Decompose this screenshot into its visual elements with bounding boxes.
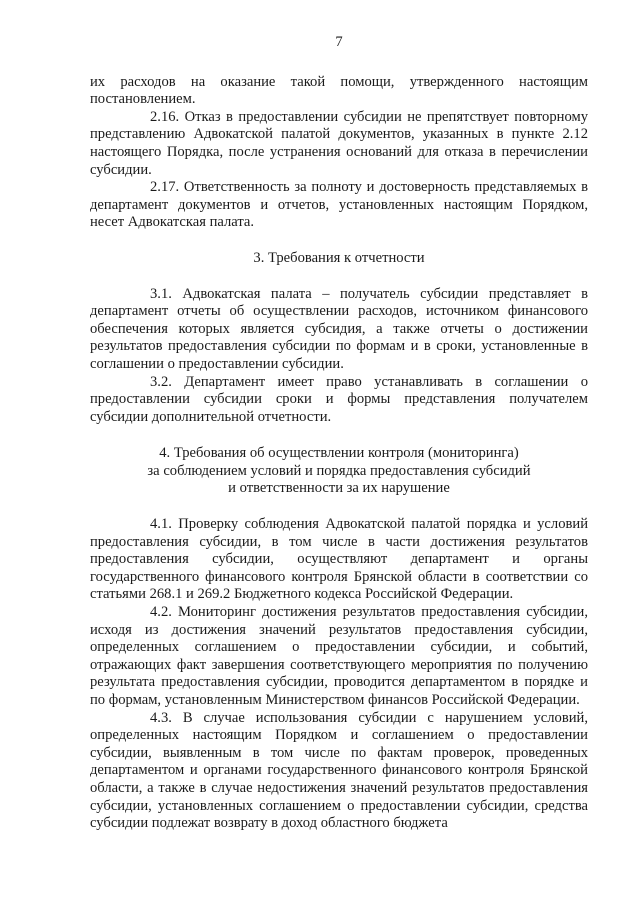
paragraph-4-3: 4.3. В случае использования субсидии с нарушением условий, определенных настоящим Порядком и соглашением о предоставлении субсидии, выявленным в том числе по фактам проверок, проведенных департаментом и органами государственного финансового контроля Брянской области, а также в случае недостижения значений результатов предоставления субсидии, установленных соглашением о предоставлении субсидии, средства субсидии подлежат возврату в доход областного бюджета	[90, 709, 588, 832]
section-4-heading-line: за соблюдением условий и порядка предоставления субсидий	[147, 462, 531, 479]
paragraph-2-16: 2.16. Отказ в предоставлении субсидии не препятствует повторному представлению Адвокатской палатой документов, указанных в пункте 2.12 настоящего Порядка, после устранения оснований для отказа в перечислении субсидии.	[90, 108, 588, 178]
document-page	[90, 34, 588, 833]
section-4-heading-line: и ответственности за их нарушение	[228, 480, 450, 497]
section-4-heading	[90, 445, 588, 498]
paragraph-continuation: их расходов на оказание такой помощи, утвержденного настоящим постановлением.	[90, 73, 588, 108]
paragraph-4-2: 4.2. Мониторинг достижения результатов предоставления субсидии, исходя из достижения значений результатов предоставления субсидии, определенных соглашением о предоставлении субсидии, и событий, отражающих факт завершения соответствующего мероприятия по получению результата предоставления субсидии, проводится департаментом в порядке и по формам, установленным Министерством финансов Российской Федерации.	[90, 604, 588, 708]
page-number: 7	[335, 34, 343, 50]
section-2-continuation	[90, 74, 588, 232]
section-4	[90, 445, 588, 832]
section-3-heading: 3. Требования к отчетности	[253, 249, 425, 266]
section-4-heading-line: 4. Требования об осуществлении контроля (мониторинга)	[159, 445, 519, 462]
paragraph-3-1: 3.1. Адвокатская палата – получатель субсидии представляет в департамент отчеты об осуществлении расходов, источником финансового обеспечения которых является субсидия, а также отчеты о достижении результатов предоставления субсидии по формам и в сроки, установленные в соглашении о предоставлении субсидии.	[90, 285, 588, 372]
paragraph-3-2: 3.2. Департамент имеет право устанавливать в соглашении о предоставлении субсидии сроки и формы представления получателем субсидии дополнительной отчетности.	[90, 373, 588, 425]
section-3	[90, 250, 588, 426]
paragraph-4-1: 4.1. Проверку соблюдения Адвокатской палатой порядка и условий предоставления субсидии, в том числе в части достижения результатов предоставления субсидии, осуществляют департамент и органы государственного финансового контроля Брянской области в соответствии со статьями 268.1 и 269.2 Бюджетного кодекса Российской Федерации.	[90, 516, 588, 603]
paragraph-2-17: 2.17. Ответственность за полноту и достоверность представляемых в департамент документов и отчетов, установленных настоящим Порядком, несет Адвокатская палата.	[90, 179, 588, 231]
